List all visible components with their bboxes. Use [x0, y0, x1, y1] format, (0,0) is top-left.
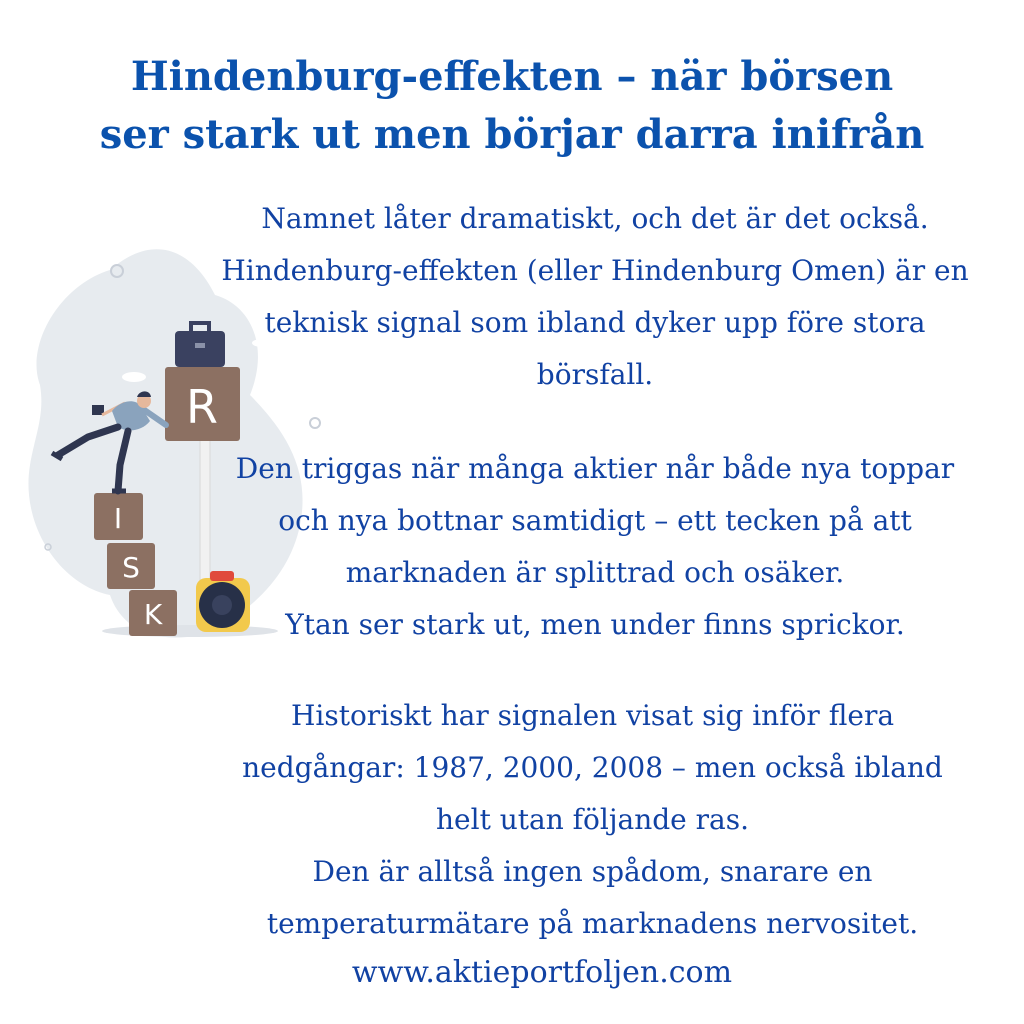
paragraph-line: nedgångar: 1987, 2000, 2008 – men också ibland: [242, 751, 943, 784]
paragraph-line: Ytan ser stark ut, men under finns sprickor.: [285, 608, 905, 641]
paragraph-line: Namnet låter dramatiskt, och det är det också.: [261, 202, 929, 235]
letter-block-s-label: S: [122, 551, 140, 584]
paragraph-intro: [170, 193, 1020, 401]
website-link[interactable]: www.aktieportfoljen.com: [351, 955, 733, 990]
paragraph-line: teknisk signal som ibland dyker upp före stora: [264, 306, 926, 339]
paragraph-line: Historiskt har signalen visat sig inför flera: [290, 699, 895, 732]
page-title: [0, 48, 1024, 164]
letter-block-i-label: I: [113, 502, 123, 535]
paragraph-line: marknaden är splittrad och osäker.: [345, 556, 845, 589]
title-line-2: ser stark ut men börjar darra inifrån: [99, 111, 925, 158]
paragraph-line: Den är alltså ingen spådom, snarare en: [312, 855, 873, 888]
letter-block-r-label: R: [186, 380, 218, 434]
title-line-1: Hindenburg-effekten – när börsen: [130, 53, 894, 100]
paragraph-trigger: [190, 443, 1000, 651]
decor-circle: [310, 418, 320, 428]
letter-block-k-label: K: [143, 598, 163, 631]
paragraph-line: helt utan följande ras.: [436, 803, 749, 836]
cloud-icon: [122, 372, 146, 382]
paragraph-history: [150, 690, 1024, 950]
paragraph-line: Den triggas när många aktier når både nya toppar: [235, 452, 955, 485]
paragraph-line: temperaturmätare på marknadens nervositet.: [266, 907, 919, 940]
paragraph-line: Hindenburg-effekten (eller Hindenburg Omen) är en: [221, 254, 969, 287]
paragraph-line: börsfall.: [536, 358, 654, 391]
paragraph-line: och nya bottnar samtidigt – ett tecken på att: [278, 504, 912, 537]
